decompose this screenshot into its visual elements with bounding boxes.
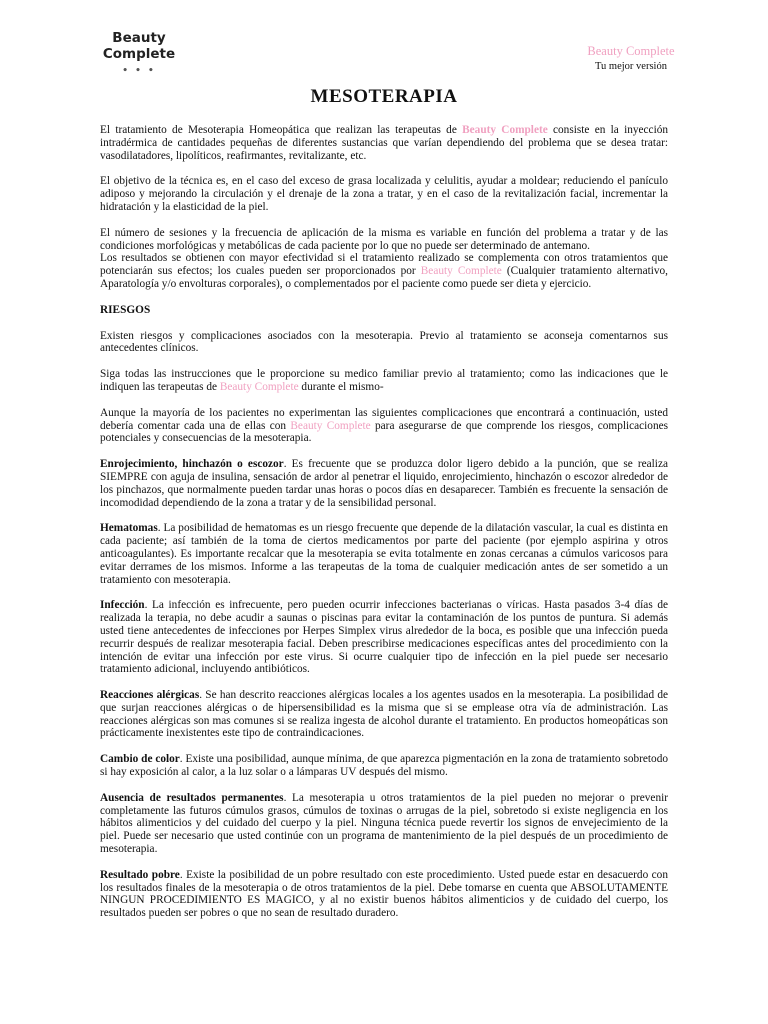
paragraph-risks: Existen riesgos y complicaciones asociados con la mesoterapia. Previo al tratamiento se aconseja comentarnos sus antecedentes clínicos. <box>100 329 668 355</box>
logo-dots: • • • <box>122 66 156 76</box>
text: . Existe la posibilidad de un pobre resultado con este procedimiento. Usted puede estar en desacuerdo con los resultados finales de la mesoterapia o de otros tratamientos de la piel. Debe tomarse en cuenta que ABSOLUTAMENTE NINGUN PROCEDIMIENTO ES MAGICO, y al no existir buenos hábitos alimenticios y de cuidado del cuerpo, los resultados pueden ser pobres o que no sean de resultado duradero. <box>100 868 668 920</box>
paragraph-poor-result <box>100 869 668 920</box>
paragraph-objective: El objetivo de la técnica es, en el caso del exceso de grasa localizada y celulitis, ayudar a moldear; reduciendo el panículo adiposo y mejorando la circulación y el drenaje de la zona a tratar, y en el caso de la revitalización facial, incrementar la hidratación y la elasticidad de la piel. <box>100 175 668 213</box>
brand-mention: Beauty Complete <box>290 419 371 432</box>
paragraph-infection <box>100 599 668 676</box>
text: . Se han descrito reacciones alérgicas locales a los agentes usados en la mesoterapia. La posibilidad de que surjan reacciones alérgicas o de hipersensibilidad es la misma que si se emplease otra vía de administración. Las reacciones alérgicas son mas comunes si se realiza ingesta de alcohol durante el tratamiento. En productos homeopáticas son prácticamente inexistentes este tipo de contraindicaciones. <box>100 689 668 740</box>
text: durante el mismo- <box>298 380 384 393</box>
paragraph-complications <box>100 407 668 445</box>
text: consiste en la inyección intradérmica de cantidades pequeñas de diferentes sustancias que varían dependiendo del problema que se desea tratar: vasodilatadores, lipolíticos, reafirmantes, revitalizante, etc. <box>100 124 669 162</box>
logo-line-1: Beauty <box>112 30 166 46</box>
brand-mention: Beauty Complete <box>219 380 299 393</box>
header-brand <box>566 44 696 72</box>
paragraph-allergy <box>100 689 668 740</box>
text: . Es frecuente que se produzca dolor ligero debido a la punción, que se realiza SIEMPRE con aguja de insulina, sensación de ardor al penetrar el liquido, enrojecimiento, hinchazón o escozor alrededor de los pinchazos, que normalmente pueden tardar unas horas o pocos días en desaparecer. También es frecuente la sensación de incomodidad dependiendo de la zona a tratar y de la sensibilidad personal. <box>100 458 668 509</box>
text: Siga todas las instrucciones que le proporcione su medico familiar previo al tratamiento; como las indicaciones que le indiquen las terapeutas de <box>100 368 668 393</box>
brand-name: Beauty Complete <box>587 44 675 58</box>
brand-tagline: Tu mejor versión <box>595 61 667 72</box>
text: El número de sesiones y la frecuencia de aplicación de la misma es variable en función del problema a tratar y de las condiciones morfológicas y metabólicas de cada paciente por lo que no puede ser determinado de antemano. <box>100 226 668 252</box>
text: . La mesoterapia u otros tratamientos de la piel pueden no mejorar o prevenir completamente las futuros cúmulos grasos, cúmulos de toxinas o arrugas de la piel, sobretodo si existe negligencia en los hábitos alimenticios y del cuidado del cuerpo y la piel. Ninguna técnica puede revertir los signos de envejecimiento de la piel. Puede ser necesario que usted continúe con un programa de mantenimiento de la piel después de un procedimiento de mesoterapia. <box>100 791 668 856</box>
brand-mention: Beauty Complete <box>420 265 502 278</box>
text: . La posibilidad de hematomas es un riesgo frecuente que depende de la dilatación vascular, la cual es distinta en cada paciente; así también de la toma de ciertos medicamentos por parte del paciente (por ejemplo aspirina y otros anticoagulantes). Es importante recalcar que la mesoterapia se evita totalmente en zonas cercanas a cúmulos varicosos para evitar derrames de los mismos. Informe a las terapeutas de la toma de cualquier medicación antes de ser sometido a un tratamiento con mesoterapia. <box>100 522 668 586</box>
subheading: Hematomas <box>100 522 158 535</box>
paragraph-no-permanent <box>100 792 668 856</box>
paragraph-instructions <box>100 368 668 394</box>
text: Aunque la mayoría de los pacientes no experimentan las siguientes complicaciones que encontrará a continuación, usted debería comentar cada una de ellas con <box>100 406 668 432</box>
section-heading-riesgos: RIESGOS <box>100 303 151 316</box>
text: El tratamiento de Mesoterapia Homeopática que realizan las terapeutas de <box>100 124 463 136</box>
text: . La infección es infrecuente, pero pueden ocurrir infecciones bacterianas o víricas. Hasta pasados 3-4 días de realizada la terapia, no debe acudir a saunas o piscinas para evitar la contaminación de los puntos de puntura. Si además usted tiene antecedentes de infecciones por Herpes Simplex virus alrededor de la boca, es posible que una infección pueda recurrir después de realizar mesoterapia facial. Deben prescribirse medicaciones específicas antes del procedimiento con la intención de evitar una infección por este virus. Si ocurre cualquier tipo de infección en la piel puede ser necesario tratamiento adicional, incluyendo antibióticos. <box>100 599 668 676</box>
paragraph-color-change <box>100 753 668 779</box>
document-body <box>100 124 668 933</box>
text: para asegurarse de que comprende los riesgos, complicaciones potenciales y consecuencias de la mesoterapia. <box>100 419 669 445</box>
subheading: Enrojecimiento, hinchazón o escozor <box>100 458 284 471</box>
subheading: Cambio de color <box>100 753 180 766</box>
subheading: Infección <box>100 599 145 612</box>
text: (Cualquier tratamiento alternativo, Aparatología y/o envolturas corporales), o complementados por el paciente como puede ser dieta y ejercicio. <box>100 265 668 290</box>
document-title: MESOTERAPIA <box>310 86 458 107</box>
brand-mention: Beauty Complete <box>462 124 548 136</box>
paragraph-hematomas <box>100 522 668 586</box>
text: Los resultados se obtienen con mayor efectividad si el tratamiento realizado se complementa con otros tratamientos que potenciarán sus efectos; los cuales pueden ser proporcionados por <box>100 252 668 278</box>
subheading: Ausencia de resultados permanentes <box>100 791 284 804</box>
text: . Existe una posibilidad, aunque mínima, de que aparezca pigmentación en la zona de tratamiento sobretodo si hay exposición al calor, a la luz solar o a lámparas UV después del mismo. <box>100 753 668 779</box>
subheading: Resultado pobre <box>100 868 180 881</box>
paragraph-redness <box>100 458 668 509</box>
paragraph-intro <box>100 124 668 162</box>
paragraph-sessions <box>100 227 668 291</box>
brand-logo <box>96 30 182 86</box>
logo-line-2: Complete <box>102 46 176 62</box>
subheading: Reacciones alérgicas <box>100 689 200 702</box>
